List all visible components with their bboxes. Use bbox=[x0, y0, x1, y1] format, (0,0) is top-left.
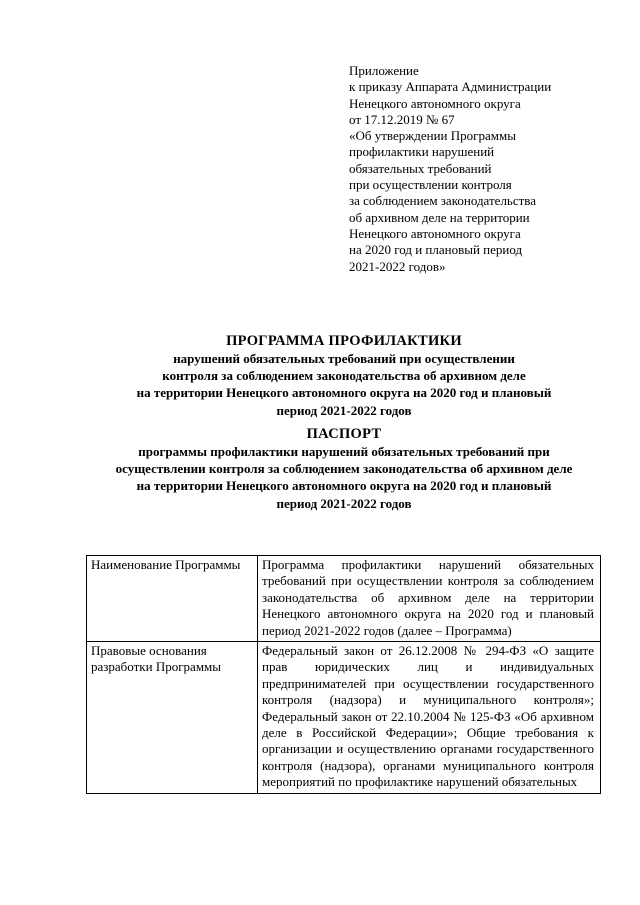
passport-subtitle-line: период 2021-2022 годов bbox=[276, 495, 412, 511]
table-row bbox=[87, 642, 601, 794]
passport-subtitle-line: осуществлении контроля за соблюдением законодательства об архивном деле bbox=[115, 461, 573, 477]
appendix-line: за соблюдением законодательства bbox=[349, 193, 537, 209]
passport-title-block bbox=[88, 425, 600, 512]
row-label: Наименование Программы bbox=[87, 556, 258, 642]
appendix-line: на 2020 год и плановый период bbox=[349, 242, 523, 258]
row-label: Правовые основания разработки Программы bbox=[87, 642, 258, 794]
appendix-line: к приказу Аппарата Администрации bbox=[349, 79, 552, 95]
passport-heading: ПАСПОРТ bbox=[306, 426, 382, 442]
appendix-line: Ненецкого автономного округа bbox=[349, 95, 521, 111]
program-subtitle-line: нарушений обязательных требований при осуществлении bbox=[173, 351, 515, 366]
appendix-line: профилактики нарушений bbox=[349, 144, 495, 160]
row-value: Федеральный закон от 26.12.2008 № 294-ФЗ «О защите прав юридических лиц и индивидуальных предпринимателей при осуществлении государственного контроля (надзора) и муниципального контроля»; Федеральный закон от 22.10.2004 № 125-ФЗ «Об архивном деле в Российской Федерации»; Общие требования к организации и осуществлению органами государственного контроля (надзора), органами муниципального контроля мероприятий по профилактике нарушений обязательных bbox=[258, 642, 601, 794]
appendix-line: «Об утверждении Программы bbox=[349, 128, 516, 144]
program-subtitle-line: контроля за соблюдением законодательства об архивном деле bbox=[162, 368, 526, 384]
row-value: Программа профилактики нарушений обязательных требований при осуществлении контроля за соблюдением законодательства об архивном деле на территории Ненецкого автономного округа на 2020 год и плановый период 2021-2022 годов (далее – Программа) bbox=[258, 556, 601, 642]
appendix-line: об архивном деле на территории bbox=[349, 209, 530, 225]
program-title-block bbox=[88, 332, 600, 419]
table-row bbox=[87, 556, 601, 642]
appendix-line: Ненецкого автономного округа bbox=[349, 225, 521, 241]
appendix-line: от 17.12.2019 № 67 bbox=[349, 111, 455, 127]
program-subtitle-line: на территории Ненецкого автономного округа на 2020 год и плановый bbox=[136, 385, 552, 401]
appendix-note bbox=[349, 63, 609, 275]
passport-subtitle-line: на территории Ненецкого автономного округа на 2020 год и плановый bbox=[136, 478, 552, 494]
passport-subtitle-line: программы профилактики нарушений обязательных требований при bbox=[138, 444, 550, 459]
appendix-line: обязательных требований bbox=[349, 160, 492, 176]
appendix-line: Приложение bbox=[349, 63, 419, 78]
appendix-line: при осуществлении контроля bbox=[349, 177, 512, 193]
appendix-line: 2021-2022 годов» bbox=[349, 258, 446, 274]
passport-table bbox=[86, 555, 601, 794]
program-subtitle-line: период 2021-2022 годов bbox=[276, 402, 412, 418]
program-heading: ПРОГРАММА ПРОФИЛАКТИКИ bbox=[226, 333, 462, 349]
